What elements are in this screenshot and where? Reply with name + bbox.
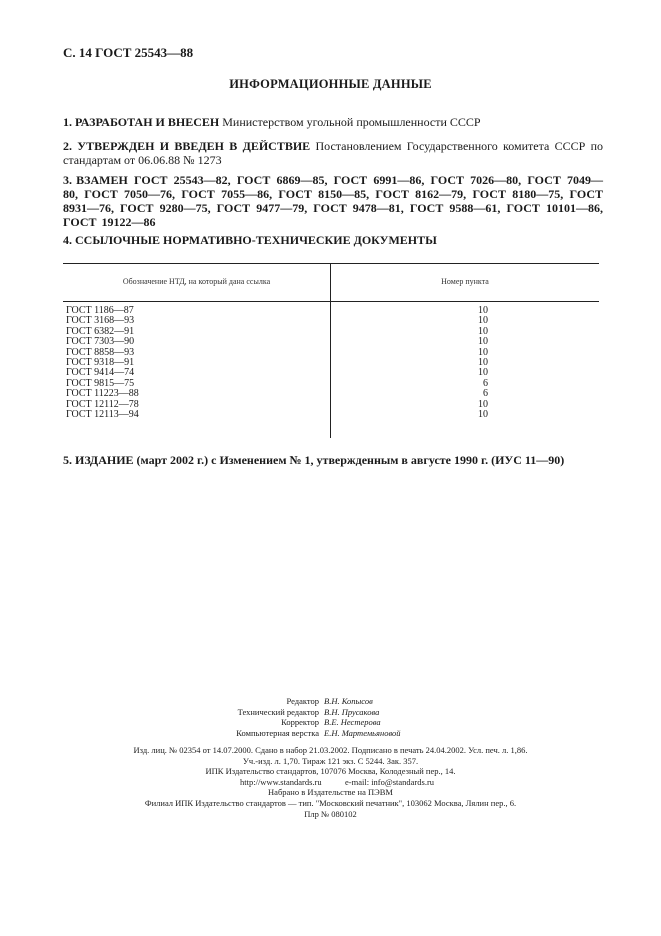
table-row <box>66 400 596 410</box>
table-cell-document: ГОСТ 9414—74 <box>66 367 135 379</box>
section-heading: РАЗРАБОТАН И ВНЕСЕН <box>75 115 220 129</box>
reference-table <box>63 263 599 438</box>
section-approved <box>63 139 603 167</box>
table-row <box>66 327 596 337</box>
staff-credits <box>0 696 661 738</box>
page-header: С. 14 ГОСТ 25543—88 <box>63 45 194 60</box>
table-cell-clause: 10 <box>478 398 488 410</box>
imprint-line: Плр № 080102 <box>304 808 357 819</box>
table-body <box>66 306 596 420</box>
section-number: 1. <box>63 115 72 129</box>
section-heading: ИЗДАНИЕ (март 2002 г.) с Изменением № 1, утвержденным в августе 1990 г. (ИУС 11—90) <box>75 453 565 467</box>
table-row <box>66 316 596 326</box>
table-header-rule <box>63 301 599 302</box>
table-cell-document: ГОСТ 1186—87 <box>66 305 134 316</box>
section-references <box>63 233 603 247</box>
table-cell-clause: 10 <box>478 346 488 358</box>
table-cell-document: ГОСТ 8858—93 <box>66 346 135 358</box>
table-cell-clause: 10 <box>478 325 488 337</box>
section-replaces <box>63 173 603 229</box>
imprint-line: ИПК Издательство стандартов, 107076 Москва, Колодезный пер., 14. <box>205 766 456 777</box>
table-top-rule <box>63 263 599 264</box>
table-cell-document: ГОСТ 9815—75 <box>66 377 135 389</box>
table-cell-clause: 10 <box>478 315 488 327</box>
imprint-line: Набрано в Издательстве на ПЭВМ <box>268 787 393 798</box>
table-cell-document: ГОСТ 3168—93 <box>66 315 135 327</box>
table-row <box>66 410 596 420</box>
email-link[interactable]: e-mail: info@standards.ru <box>345 776 435 787</box>
imprint-line: Филиал ИПК Издательство стандартов — тип. "Московский печатник", 103062 Москва, Лялин пер., 6. <box>144 797 517 808</box>
table-cell-clause: 10 <box>478 336 488 348</box>
table-row <box>66 368 596 378</box>
page-title: ИНФОРМАЦИОННЫЕ ДАННЫЕ <box>229 77 432 91</box>
section-heading: ВЗАМЕН ГОСТ 25543—82, ГОСТ 6869—85, ГОСТ 6991—86, ГОСТ 7026—80, ГОСТ 7049—80, ГОСТ 7050—76, ГОСТ 7055—86, ГОСТ 8150—85, ГОСТ 8162—79, ГОСТ 8180—75, ГОСТ 8931—76, ГОСТ 9280—75, ГОСТ 9477—79, ГОСТ 9478—81, ГОСТ 9588—61, ГОСТ 10101—86, ГОСТ 19122—86 <box>63 173 603 229</box>
imprint-line: Уч.-изд. л. 1,70. Тираж 121 экз. С 5244. Зак. 357. <box>242 755 419 766</box>
imprint <box>0 745 661 819</box>
table-cell-document: ГОСТ 7303—90 <box>66 336 135 348</box>
table-header-document: Обозначение НТД, на который дана ссылка <box>122 277 271 286</box>
staff-name: Е.Н. Мартемьяновой <box>324 727 401 738</box>
imprint-line: Изд. лиц. № 02354 от 14.07.2000. Сдано в набор 21.03.2002. Подписано в печать 24.04.2002. Усл. печ. л. 1,86. <box>133 745 528 755</box>
table-cell-clause: 10 <box>478 367 488 379</box>
section-heading: УТВЕРЖДЕН И ВВЕДЕН В ДЕЙСТВИЕ <box>77 139 311 153</box>
staff-role: Компьютерная верстка <box>236 727 319 738</box>
section-number: 5. <box>63 453 72 467</box>
table-header-clause: Номер пункта <box>441 277 489 286</box>
section-text: Министерством угольной промышленности СССР <box>219 115 481 129</box>
section-text: Постановлением Государственного комитета СССР по стандартам от 06.06.88 № 1273 <box>63 139 604 167</box>
table-cell-document: ГОСТ 6382—91 <box>66 325 135 337</box>
table-row <box>66 306 596 316</box>
table-cell-clause: 10 <box>478 356 488 368</box>
website-link[interactable]: http://www.standards.ru <box>240 776 322 787</box>
table-row <box>66 379 596 389</box>
section-number: 4. <box>63 233 72 247</box>
table-cell-document: ГОСТ 11223—88 <box>66 388 139 400</box>
table-row <box>66 358 596 368</box>
table-row <box>66 337 596 347</box>
imprint-contacts <box>0 777 661 788</box>
table-cell-document: ГОСТ 12112—78 <box>66 398 139 410</box>
table-row <box>66 389 596 399</box>
staff-name: В.Е. Нестерова <box>324 717 381 727</box>
table-cell-clause: 10 <box>478 408 488 420</box>
table-cell-clause: 10 <box>478 305 488 316</box>
staff-row <box>0 717 661 728</box>
table-cell-document: ГОСТ 9318—91 <box>66 356 135 368</box>
table-cell-clause: 6 <box>483 377 488 389</box>
staff-name: В.Н. Копысов <box>324 696 373 706</box>
table-row <box>66 348 596 358</box>
staff-row <box>0 707 661 718</box>
staff-role: Редактор <box>286 696 319 706</box>
staff-name: В.Н. Прусакова <box>324 706 380 717</box>
section-developed <box>63 115 603 129</box>
section-number: 2. <box>63 139 72 153</box>
staff-row <box>0 728 661 739</box>
staff-role: Технический редактор <box>237 706 319 717</box>
section-edition <box>63 453 603 467</box>
staff-role: Корректор <box>281 717 319 727</box>
table-cell-document: ГОСТ 12113—94 <box>66 408 139 420</box>
section-number: 3. <box>63 173 72 187</box>
staff-row <box>0 696 661 707</box>
table-cell-clause: 6 <box>483 388 488 400</box>
section-heading: ССЫЛОЧНЫЕ НОРМАТИВНО-ТЕХНИЧЕСКИЕ ДОКУМЕНТЫ <box>75 233 437 247</box>
